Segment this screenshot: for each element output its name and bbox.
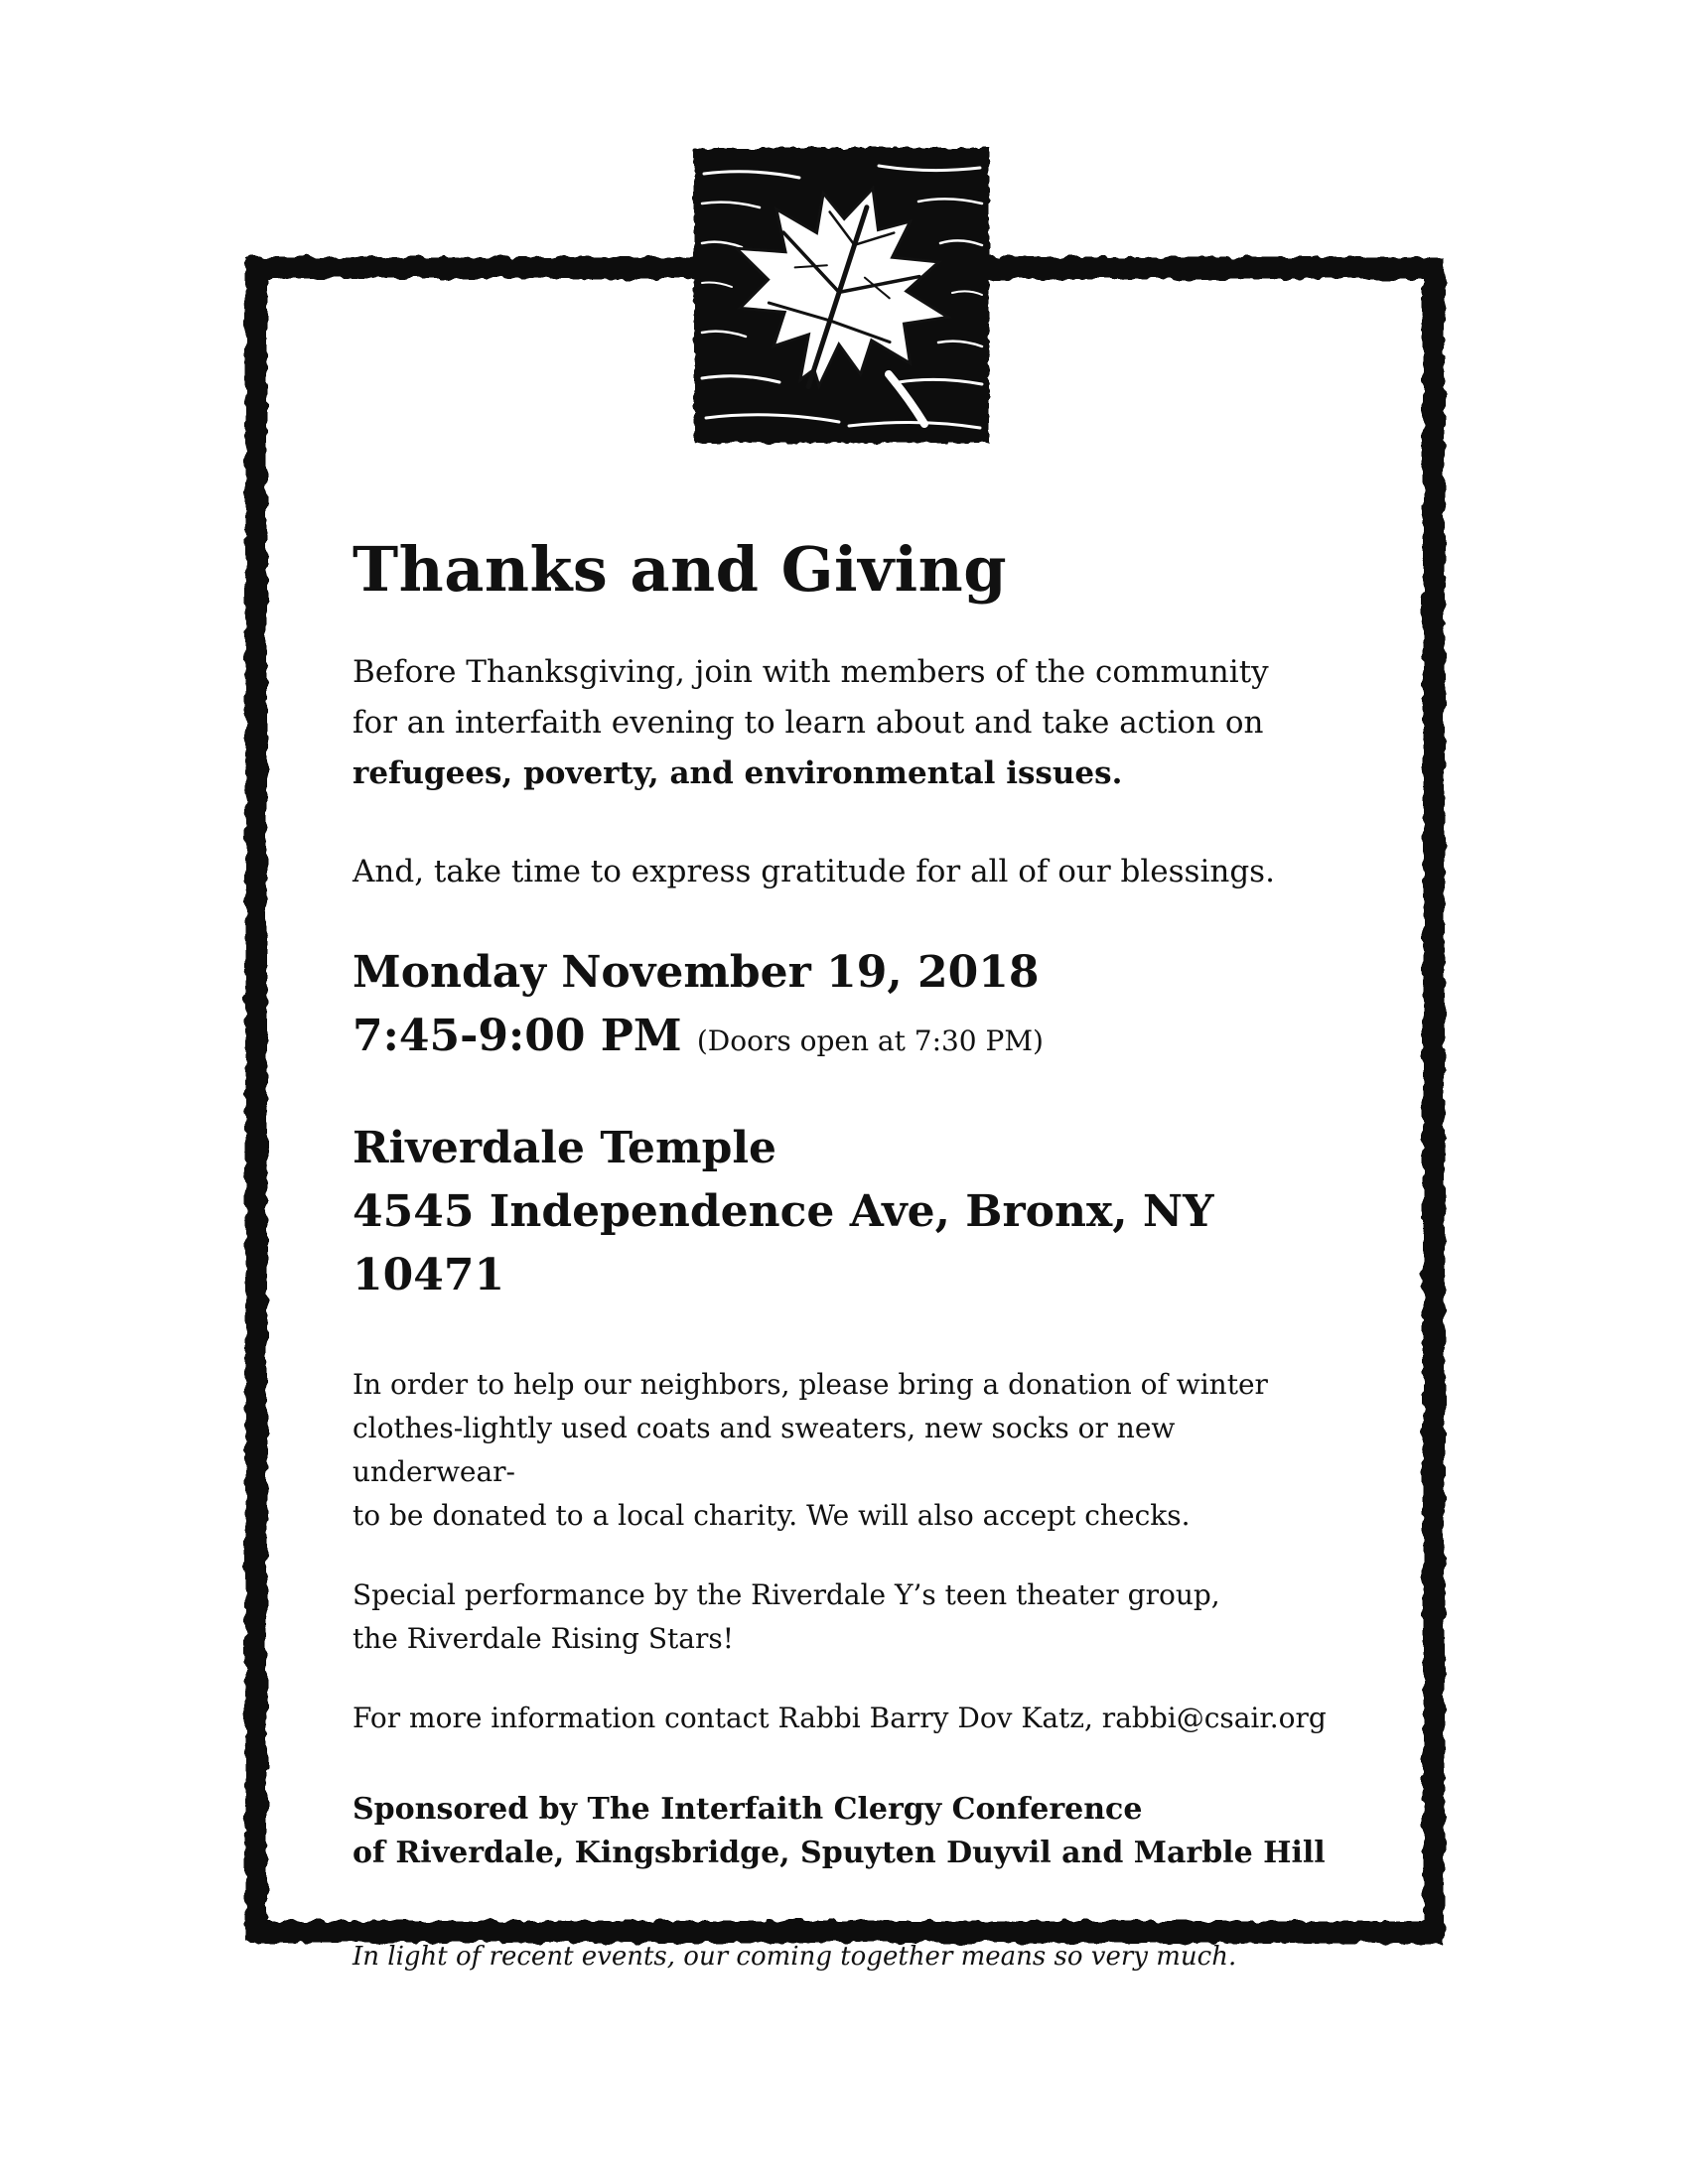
gratitude-line: And, take time to express gratitude for all of our blessings. [352,854,1275,890]
venue-name: Riverdale Temple [352,1123,777,1174]
doors-open-note: (Doors open at 7:30 PM) [696,1024,1044,1058]
event-time-row [352,1005,1345,1073]
event-date: Monday November 19, 2018 [352,947,1040,999]
event-time: 7:45-9:00 PM [352,1011,682,1062]
performance-line-2: the Riverdale Rising Stars! [352,1622,734,1656]
sponsor-line-2: of Riverdale, Kingsbridge, Spuyten Duyvil and Marble Hill [352,1836,1326,1871]
performance-line-1: Special performance by the Riverdale Y’s teen theater group, [352,1578,1220,1612]
intro-line-1: Before Thanksgiving, join with members of the community [352,654,1269,691]
sponsor-line-1: Sponsored by The Interfaith Clergy Conference [352,1792,1143,1828]
donation-line-1: In order to help our neighbors, please bring a donation of winter [352,1368,1268,1402]
flyer-content [352,533,1345,1977]
event-title: Thanks and Giving [352,533,1008,606]
venue-address: 4545 Independence Ave, Bronx, NY 10471 [352,1186,1214,1301]
maple-leaf-woodcut-icon [690,144,993,447]
donation-line-3: to be donated to a local charity. We will also accept checks. [352,1499,1191,1533]
closing-note: In light of recent events, our coming together means so very much. [352,1942,1237,1973]
intro-line-2: for an interfaith evening to learn about and take action on [352,705,1264,742]
donation-line-2: clothes-lightly used coats and sweaters, new socks or new underwear- [352,1412,1176,1489]
contact-info: For more information contact Rabbi Barry Dov Katz, rabbi@csair.org [352,1702,1327,1735]
intro-issues: refugees, poverty, and environmental issues. [352,755,1123,792]
